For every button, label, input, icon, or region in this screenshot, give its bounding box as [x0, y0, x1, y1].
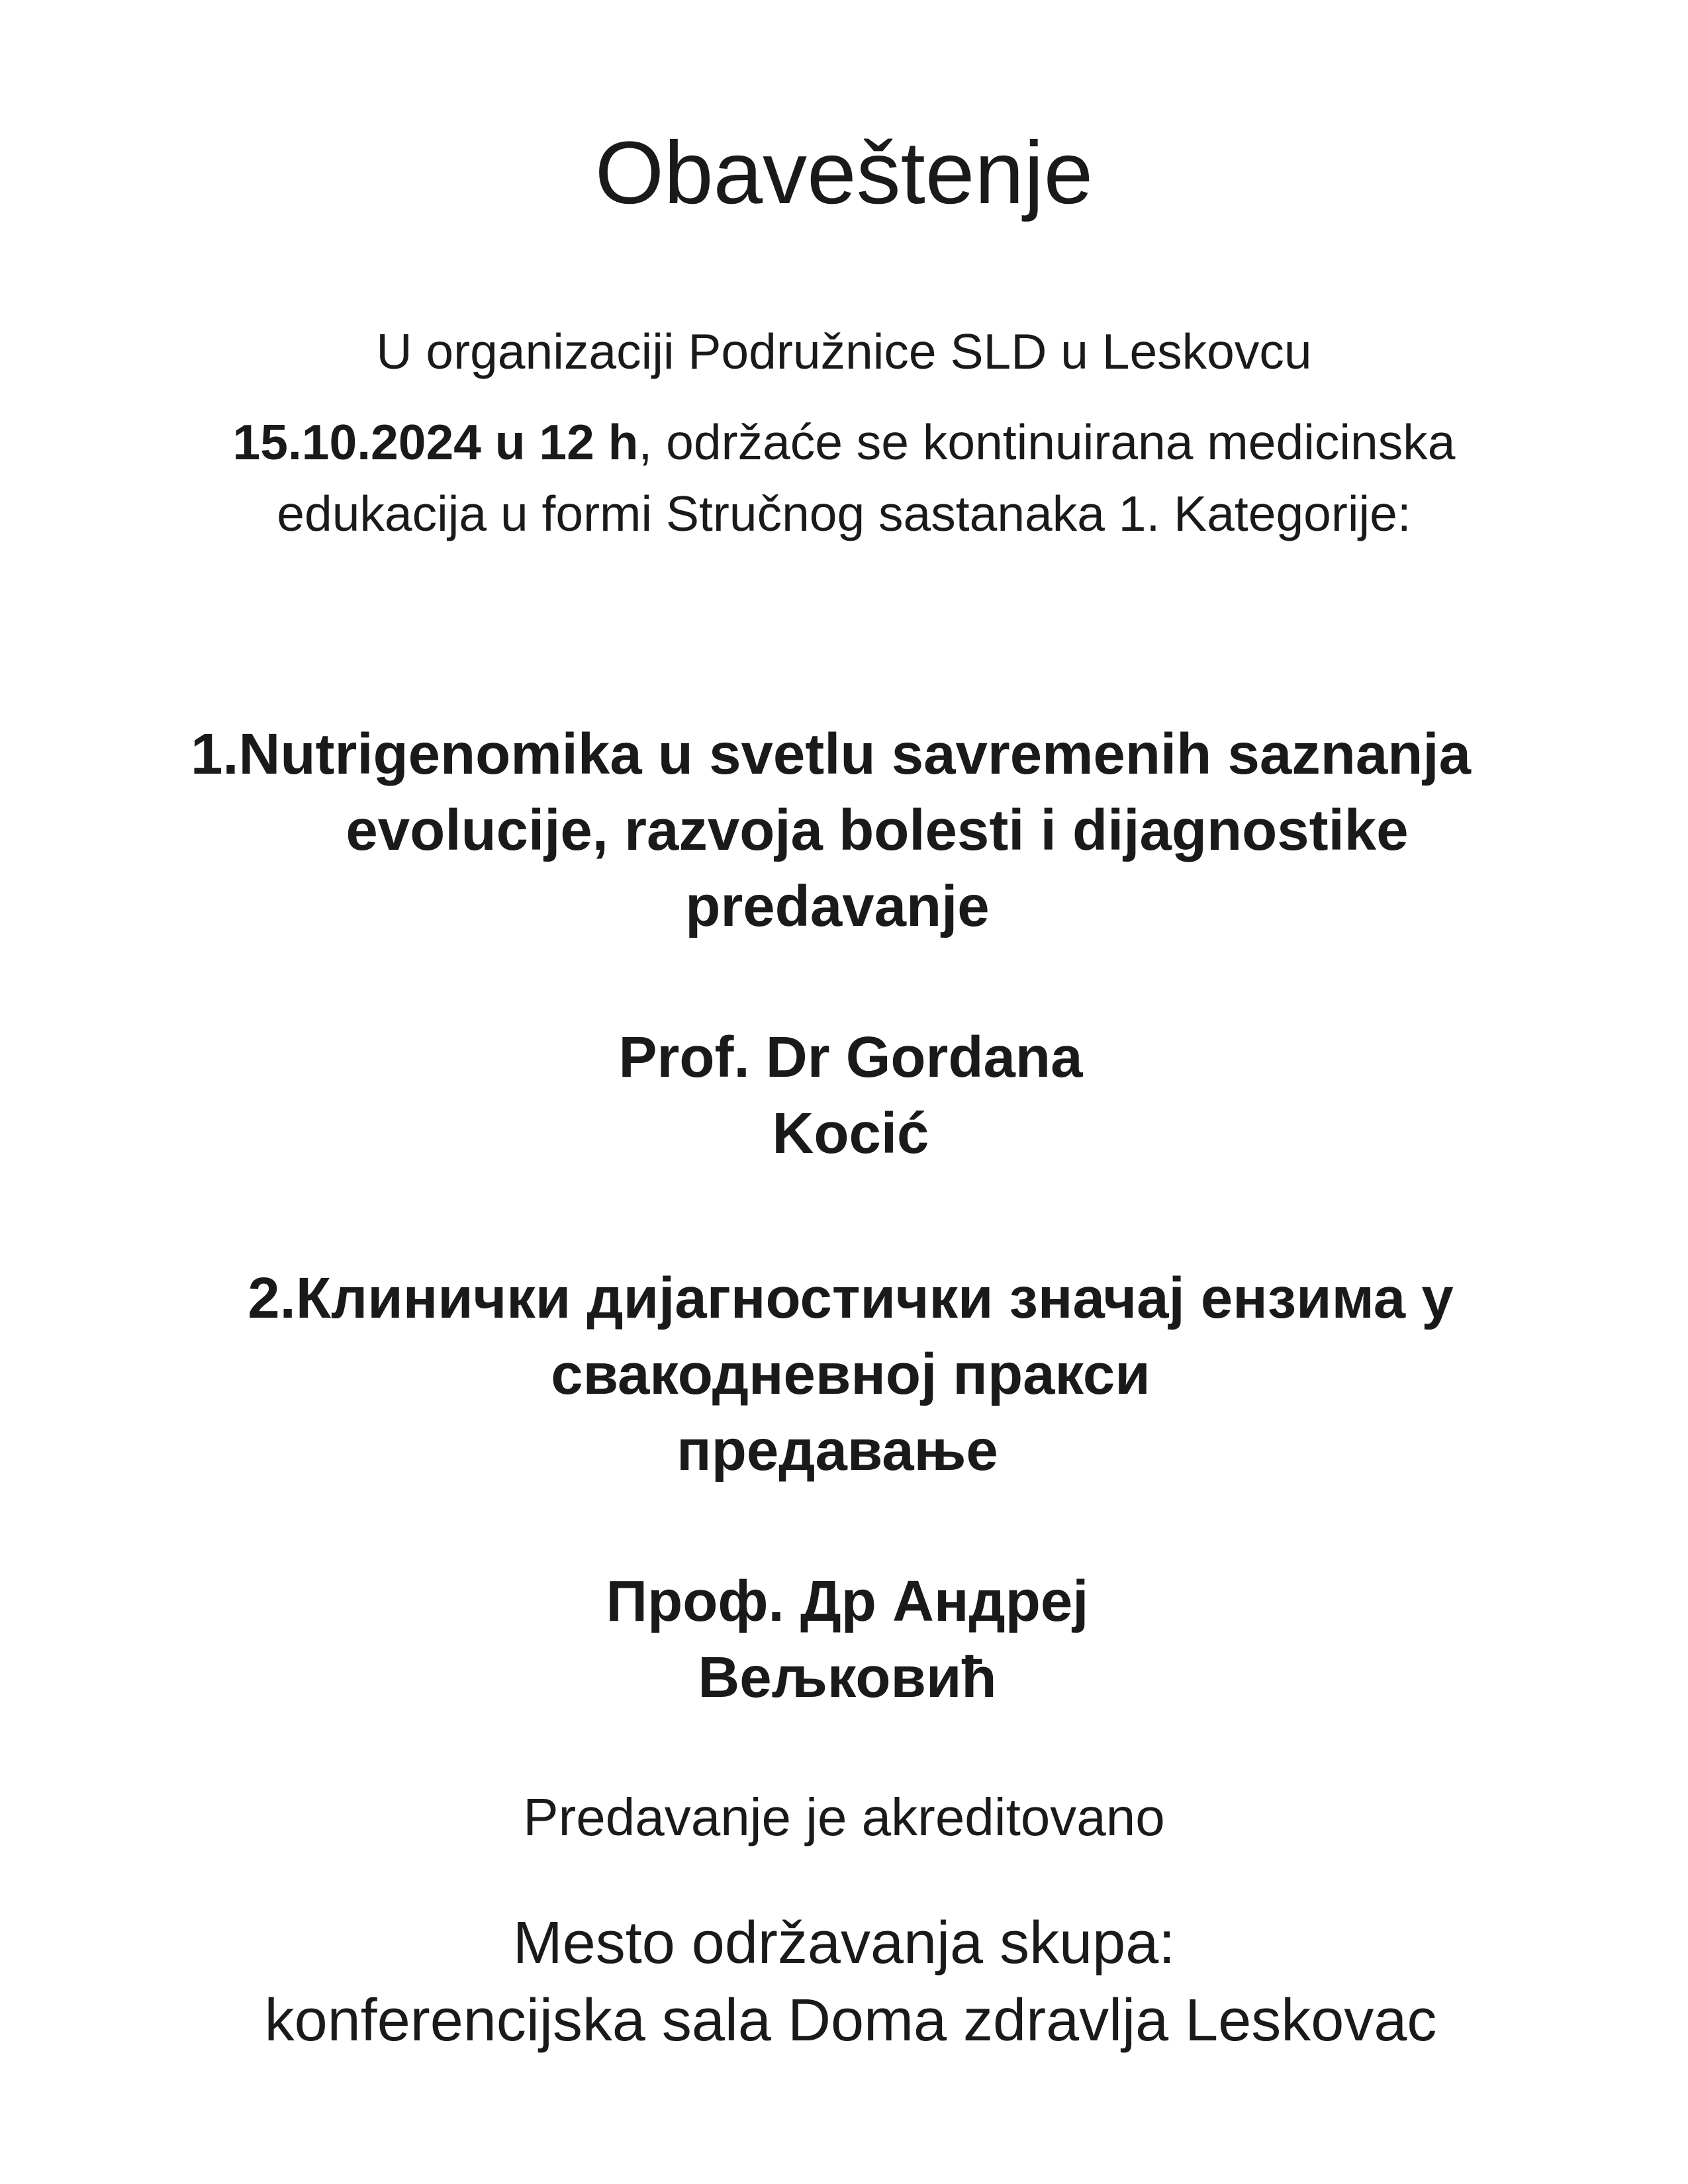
lecture-2-title-line: 2.Клинички дијагностички значај ензима у	[248, 1266, 1454, 1330]
lecture-1-speaker: Prof. Dr Gordana	[618, 1025, 1083, 1089]
lecture-1-title-line: 1.Nutrigenomika u svetlu savremenih saznanja	[190, 722, 1471, 786]
lecture-1-title-line: evolucije, razvoja bolesti i dijagnostike	[346, 798, 1409, 862]
lecture-2-speaker: Вељковић	[698, 1645, 997, 1709]
notice-title: Obaveštenje	[594, 124, 1094, 222]
venue: konferencijska sala Doma zdravlja Leskovac	[264, 1987, 1437, 2054]
lecture-2-speaker: Проф. Др Андреј	[606, 1569, 1089, 1633]
organizer-line: U organizaciji Podružnice SLD u Leskovcu	[376, 324, 1312, 379]
lecture-1-type: predavanje	[685, 874, 990, 938]
venue-label: Mesto održavanja skupa:	[512, 1910, 1176, 1976]
date-line	[0, 414, 1688, 471]
date-suffix: , održaće se kontinuirana medicinska	[638, 414, 1456, 470]
lecture-1-speaker: Kocić	[772, 1101, 929, 1165]
accreditation-note: Predavanje je akreditovano	[523, 1788, 1165, 1846]
date-time: 15.10.2024 u 12 h	[232, 414, 639, 470]
lecture-2-title-line: свакодневној пракси	[551, 1342, 1150, 1406]
event-description: edukacija u formi Stručnog sastanaka 1. Kategorije:	[277, 486, 1411, 541]
lecture-2-type: предавање	[677, 1418, 998, 1482]
